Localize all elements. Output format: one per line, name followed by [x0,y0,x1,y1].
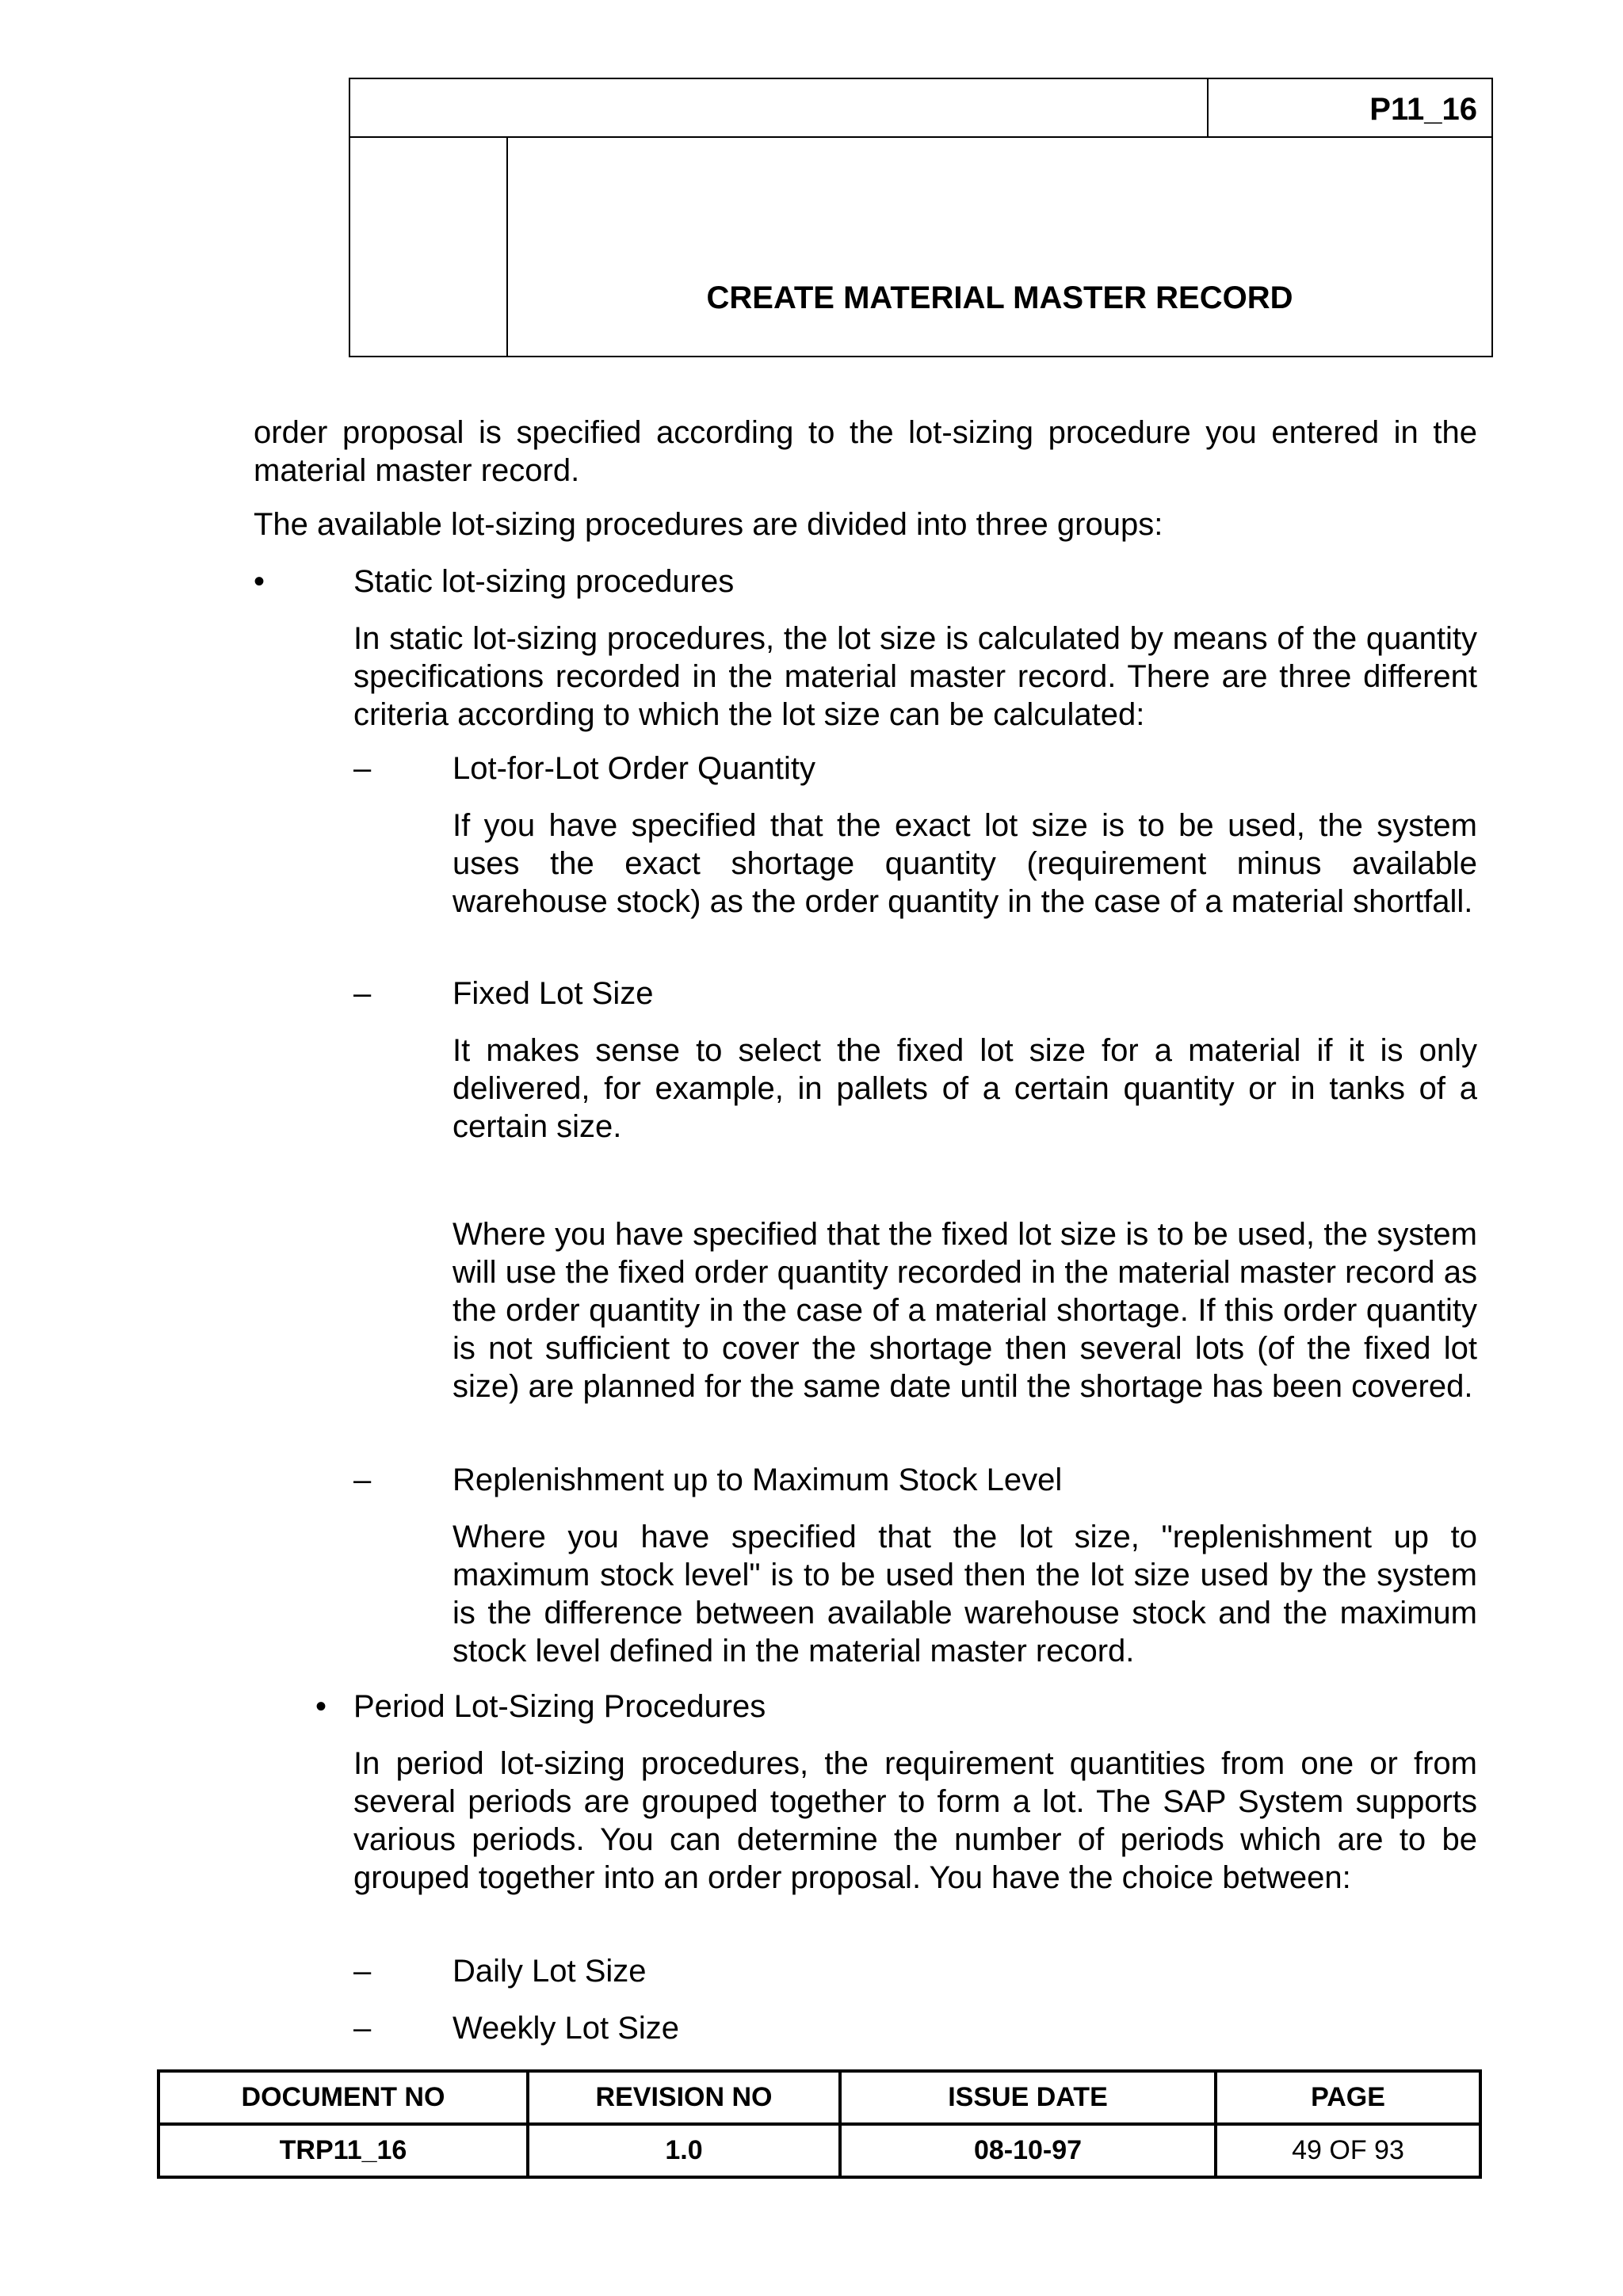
document-footer [157,2069,1482,2179]
paragraph: Where you have specified that the fixed lot size is to be used, the system will use the fixed order quantity recorded in the material master record as the order quantity in the case of a material shortage. If this order quantity is not sufficient to cover the shortage then several lots (of the fixed lot size) are planned for the same date until the shortage has been covered. [453,1217,1477,1404]
section-label: Static lot-sizing procedures [353,564,735,599]
footer-header-cell: REVISION NO [528,2071,840,2124]
footer-header-cell: PAGE [1216,2071,1480,2124]
dash-icon: – [353,1954,372,1989]
bullet-icon: • [315,1689,327,1724]
list-item-label: Lot-for-Lot Order Quantity [453,751,815,786]
footer-header-row [158,2071,1480,2124]
document-title: CREATE MATERIAL MASTER RECORD [706,280,1293,315]
page-number: 49 OF 93 [1216,2124,1480,2177]
list-item-label: Replenishment up to Maximum Stock Level [453,1463,1063,1497]
dash-icon: – [353,976,372,1011]
dash-icon: – [353,751,372,786]
paragraph: In period lot-sizing procedures, the requirement quantities from one or from several periods are grouped together to form a lot. The SAP System supports various periods. You can determine the number of periods which are to be grouped together into an order proposal. You have the choice between: [353,1746,1477,1895]
bullet-icon: • [254,564,265,599]
issue-date: 08-10-97 [840,2124,1216,2177]
footer-header-cell: ISSUE DATE [840,2071,1216,2124]
paragraph: It makes sense to select the fixed lot size for a material if it is only delivered, for example, in pallets of a certain quantity or in tanks of a certain size. [453,1033,1477,1144]
document-header [349,78,1493,357]
paragraph: In static lot-sizing procedures, the lot size is calculated by means of the quantity specifications recorded in the material master record. There are three different criteria according to which the lot size can be calculated: [353,621,1477,732]
paragraph: order proposal is specified according to the lot-sizing procedure you entered in the material master record. [254,415,1477,488]
footer-header-cell: DOCUMENT NO [158,2071,528,2124]
revision-number: 1.0 [528,2124,840,2177]
header-divider [506,136,508,356]
list-item-label: Fixed Lot Size [453,976,654,1011]
dash-icon: – [353,2011,372,2046]
dash-icon: – [353,1463,372,1497]
paragraph: If you have specified that the exact lot size is to be used, the system uses the exact shortage quantity (requirement minus available warehouse stock) as the order quantity in the case of a material shortfall. [453,808,1477,919]
header-divider [350,136,1491,138]
paragraph: The available lot-sizing procedures are divided into three groups: [254,507,1163,542]
document-code: P11_16 [1369,92,1477,127]
document-number: TRP11_16 [158,2124,528,2177]
section-label: Period Lot-Sizing Procedures [353,1689,766,1724]
footer-value-row [158,2124,1480,2177]
list-item-label: Daily Lot Size [453,1954,647,1989]
paragraph: Where you have specified that the lot size, "replenishment up to maximum stock level" is to be used then the lot size used by the system is the difference between available warehouse stock and the maximum stock level defined in the material master record. [453,1520,1477,1669]
list-item-label: Weekly Lot Size [453,2011,680,2046]
